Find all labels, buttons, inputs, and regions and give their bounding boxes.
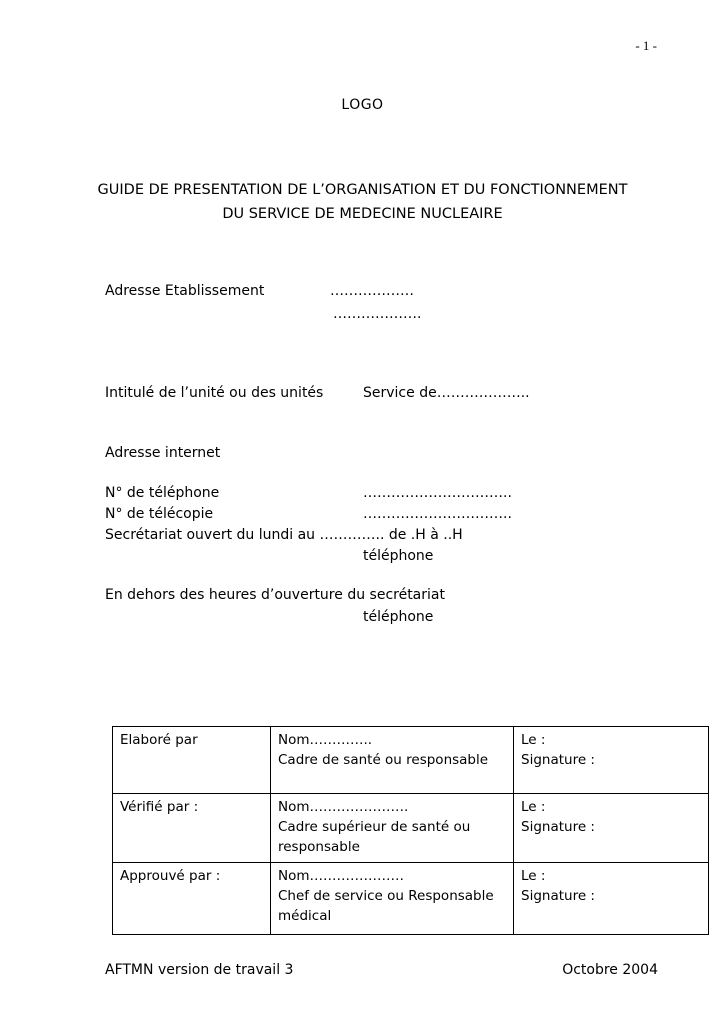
page-number: - 1 - (635, 38, 657, 53)
role-cell (113, 727, 271, 794)
name-cell (271, 727, 514, 794)
fonction-line: Chef de service ou Responsable médical (278, 888, 494, 924)
role-label: Vérifié par : (120, 799, 199, 815)
date-signature-cell (514, 863, 709, 935)
page-footer (105, 962, 658, 978)
date-label: Le : (521, 868, 546, 884)
intitule-unite-label: Intitulé de l’unité ou des unités (105, 385, 324, 401)
title-line-1: GUIDE DE PRESENTATION DE L’ORGANISATION ET DU FONCTIONNEMENT (97, 182, 628, 198)
telephone-dots: ………………………….. (363, 485, 512, 501)
secretariat-hours-row (0, 527, 725, 544)
intitule-unite-row (0, 385, 725, 402)
role-cell (113, 794, 271, 863)
footer-version-text: AFTMN version de travail 3 (105, 962, 294, 978)
adresse-etablissement-row (0, 283, 725, 300)
table-row-approuve (113, 863, 709, 935)
after-hours-row (0, 587, 725, 604)
footer-date-text: Octobre 2004 (562, 962, 658, 978)
after-hours-line: En dehors des heures d’ouverture du secrétariat (105, 587, 445, 603)
role-cell (113, 863, 271, 935)
nom-line: Nom…………………. (278, 799, 409, 815)
after-hours-telephone-label: téléphone (363, 609, 434, 625)
fonction-line: Cadre supérieur de santé ou responsable (278, 819, 471, 855)
logo-placeholder: LOGO (341, 97, 384, 113)
telecopie-dots: ………………………….. (363, 506, 512, 522)
telephone-label: N° de téléphone (105, 485, 220, 501)
signature-label: Signature : (521, 888, 595, 904)
date-label: Le : (521, 732, 546, 748)
signature-label: Signature : (521, 819, 595, 835)
adresse-internet-row (0, 445, 725, 462)
date-signature-cell (514, 794, 709, 863)
document-title (0, 178, 725, 226)
table-row-verifie (113, 794, 709, 863)
secretariat-telephone-label: téléphone (363, 548, 434, 564)
nom-line: Nom………….. (278, 732, 373, 748)
intitule-unite-value: Service de……………….. (363, 385, 530, 401)
signature-table (112, 726, 709, 935)
date-signature-cell (514, 727, 709, 794)
telecopie-label: N° de télécopie (105, 506, 214, 522)
fonction-line: Cadre de santé ou responsable (278, 752, 489, 768)
title-line-2: DU SERVICE DE MEDECINE NUCLEAIRE (222, 206, 503, 222)
adresse-internet-label: Adresse internet (105, 445, 221, 461)
telephone-row (0, 485, 725, 502)
table-row-elabore (113, 727, 709, 794)
adresse-dots-line-2: ………………. (333, 306, 422, 322)
secretariat-hours-line: Secrétariat ouvert du lundi au ………….. de .H à ..H (105, 527, 463, 543)
adresse-dots-line-1: ……………… (330, 283, 414, 299)
name-cell (271, 794, 514, 863)
role-label: Elaboré par (120, 732, 198, 748)
nom-line: Nom………………… (278, 868, 405, 884)
adresse-etablissement-label: Adresse Etablissement (105, 283, 265, 299)
date-label: Le : (521, 799, 546, 815)
role-label: Approuvé par : (120, 868, 221, 884)
name-cell (271, 863, 514, 935)
signature-label: Signature : (521, 752, 595, 768)
telecopie-row (0, 506, 725, 523)
